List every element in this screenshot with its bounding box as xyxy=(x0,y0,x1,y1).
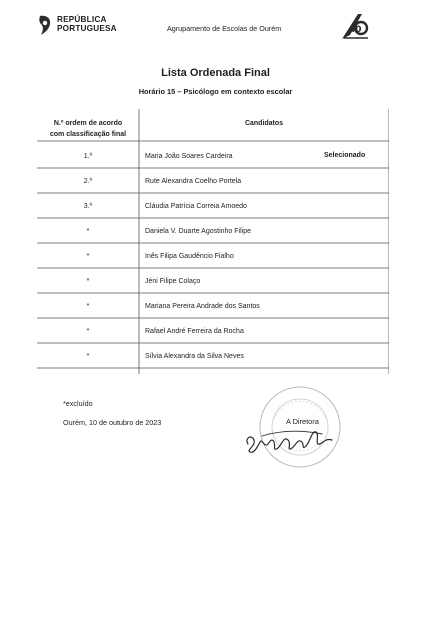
row-order: * xyxy=(86,303,90,310)
row-order: * xyxy=(86,253,90,260)
school-logo xyxy=(340,11,370,41)
table-row xyxy=(37,170,389,194)
republic-emblem-icon xyxy=(38,14,52,36)
row-candidate-name: Daniela V. Duarte Agostinho Filipe xyxy=(145,228,251,235)
row-order: 3.º xyxy=(83,203,93,210)
column-header-order xyxy=(37,118,139,140)
row-order: 2.º xyxy=(83,178,93,185)
row-candidate-name: Maria João Soares Cardeira xyxy=(145,153,233,160)
school-logo-icon xyxy=(340,11,370,41)
school-logo-mark: 40 xyxy=(349,25,362,35)
row-order: * xyxy=(86,228,90,235)
column-header-order-line-2: com classificação final xyxy=(49,131,127,138)
column-header-order-line-1: N.º ordem de acordo xyxy=(53,120,123,127)
footnote-excluded: *excluído xyxy=(63,399,93,408)
table-row xyxy=(37,345,389,369)
signature-icon xyxy=(242,424,340,456)
place-and-date: Ourém, 10 de outubro de 2023 xyxy=(63,418,162,427)
school-name: Agrupamento de Escolas de Ourém xyxy=(167,24,282,33)
row-candidate-name: Sílvia Alexandra da Silva Neves xyxy=(145,353,244,360)
document-title: Lista Ordenada Final xyxy=(161,67,270,79)
row-status: Selecionado xyxy=(324,152,366,159)
republica-portuguesa-logo xyxy=(38,12,138,38)
director-label: A Diretora xyxy=(286,417,319,426)
republic-wordmark xyxy=(57,15,117,33)
table-row xyxy=(37,220,389,244)
table-row xyxy=(37,270,389,294)
table-row xyxy=(37,320,389,344)
table-row xyxy=(37,195,389,219)
row-candidate-name: Jéni Filipe Colaço xyxy=(145,278,201,285)
row-candidate-name: Cláudia Patrícia Correia Amoedo xyxy=(145,203,247,210)
document-subtitle: Horário 15 – Psicólogo em contexto escolar xyxy=(138,87,293,96)
row-order: 1.º xyxy=(83,153,93,160)
republic-line-2: PORTUGUESA xyxy=(57,24,117,33)
row-candidate-name: Mariana Pereira Andrade dos Santos xyxy=(145,303,260,310)
column-header-candidates: Candidatos xyxy=(244,120,284,127)
row-candidate-name: Rute Alexandra Coelho Portela xyxy=(145,178,242,185)
candidates-table xyxy=(37,109,389,374)
republic-line-1: REPÚBLICA xyxy=(57,15,107,24)
row-candidate-name: Rafael André Ferreira da Rocha xyxy=(145,328,244,335)
row-candidate-name: Inês Filipa Gaudêncio Fialho xyxy=(145,253,234,260)
row-order: * xyxy=(86,328,90,335)
row-order: * xyxy=(86,278,90,285)
table-row xyxy=(37,145,389,169)
table-row xyxy=(37,245,389,269)
row-order: * xyxy=(86,353,90,360)
table-row xyxy=(37,295,389,319)
